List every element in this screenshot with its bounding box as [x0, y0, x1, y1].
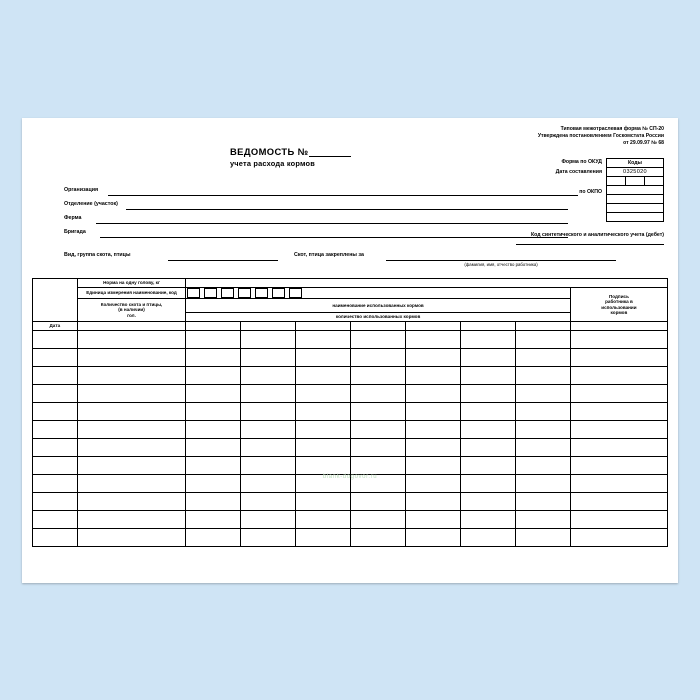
cell[interactable] [241, 493, 296, 511]
cell[interactable] [460, 511, 515, 529]
table-header-norm-spacer [186, 279, 668, 288]
field-department-input[interactable] [126, 209, 568, 210]
cell[interactable] [515, 457, 570, 475]
table-row[interactable] [33, 349, 668, 367]
cell[interactable] [241, 457, 296, 475]
cell[interactable] [406, 349, 461, 367]
cell[interactable] [241, 385, 296, 403]
cell[interactable] [77, 493, 186, 511]
table-row[interactable] [33, 367, 668, 385]
table-header-sub-2 [186, 322, 241, 331]
cell[interactable] [570, 529, 667, 547]
cell[interactable] [296, 421, 351, 439]
unit-code-boxes[interactable] [186, 288, 570, 298]
cell[interactable] [296, 529, 351, 547]
cell[interactable] [296, 493, 351, 511]
cell[interactable] [296, 439, 351, 457]
cell[interactable] [33, 349, 78, 367]
code-okud-value: 0325020 [607, 168, 663, 177]
table-header-livestock-count [77, 299, 186, 322]
cell[interactable] [77, 457, 186, 475]
table-header-unit: Единица измерения наименование, код [77, 288, 186, 299]
cell[interactable] [241, 403, 296, 421]
cell[interactable] [33, 403, 78, 421]
field-department [64, 198, 624, 212]
cell[interactable] [33, 529, 78, 547]
cell[interactable] [351, 385, 406, 403]
field-livestock-type-input[interactable] [168, 260, 278, 261]
cell[interactable] [570, 511, 667, 529]
cell[interactable] [460, 349, 515, 367]
debet-input[interactable] [516, 244, 664, 245]
field-farm [64, 212, 624, 226]
cell[interactable] [406, 457, 461, 475]
field-assigned-to-input[interactable] [386, 260, 616, 261]
table-header-sub-1 [77, 322, 186, 331]
cell[interactable] [241, 331, 296, 349]
table-row[interactable] [33, 385, 668, 403]
cell[interactable] [351, 331, 406, 349]
cell[interactable] [296, 403, 351, 421]
cell[interactable] [186, 349, 241, 367]
cell[interactable] [351, 439, 406, 457]
cell[interactable] [406, 331, 461, 349]
cell[interactable] [406, 511, 461, 529]
cell[interactable] [77, 385, 186, 403]
field-brigade-input[interactable] [100, 237, 568, 238]
cell[interactable] [351, 457, 406, 475]
title-main-text: ВЕДОМОСТЬ № [230, 146, 309, 157]
table-row[interactable] [33, 511, 668, 529]
cell[interactable] [406, 385, 461, 403]
cell[interactable] [570, 367, 667, 385]
form-reference [538, 126, 664, 148]
cell[interactable] [515, 475, 570, 493]
cell[interactable] [515, 385, 570, 403]
cell[interactable] [515, 349, 570, 367]
cell[interactable] [33, 475, 78, 493]
table-header-sub-5 [351, 322, 406, 331]
title-subtitle: учета расхода кормов [230, 159, 315, 168]
feed-usage-table [32, 278, 668, 547]
label-date-composed: Дата составления [555, 169, 602, 175]
cell[interactable] [351, 421, 406, 439]
cell[interactable] [77, 421, 186, 439]
cell[interactable] [33, 367, 78, 385]
cell[interactable] [296, 331, 351, 349]
cell[interactable] [33, 457, 78, 475]
cell[interactable] [570, 421, 667, 439]
cell[interactable] [186, 385, 241, 403]
cell[interactable] [241, 529, 296, 547]
cell[interactable] [241, 439, 296, 457]
cell[interactable] [460, 385, 515, 403]
cell[interactable] [33, 439, 78, 457]
cell[interactable] [515, 331, 570, 349]
cell[interactable] [406, 439, 461, 457]
cell[interactable] [241, 475, 296, 493]
table-row[interactable] [33, 493, 668, 511]
table-row[interactable] [33, 421, 668, 439]
table-header-sub-8 [515, 322, 570, 331]
table-header-signature-l3: использовании [601, 304, 637, 310]
cell[interactable] [406, 475, 461, 493]
cell[interactable] [515, 439, 570, 457]
title-number-blank [309, 148, 351, 157]
table-row[interactable] [33, 439, 668, 457]
document-body [22, 118, 678, 583]
table-header-row-unit [33, 288, 668, 299]
cell[interactable] [186, 475, 241, 493]
cell[interactable] [33, 385, 78, 403]
cell[interactable] [77, 475, 186, 493]
cell[interactable] [33, 511, 78, 529]
table-header-livestock-l3: гол. [127, 312, 136, 318]
field-livestock-type-label: Вид, группа скота, птицы [64, 252, 131, 258]
table-row[interactable] [33, 529, 668, 547]
cell[interactable] [570, 457, 667, 475]
cell[interactable] [77, 439, 186, 457]
cell[interactable] [296, 511, 351, 529]
table-header-date: Дата [33, 322, 78, 331]
table-header-signature-l4: кормов [610, 309, 628, 315]
cell[interactable] [515, 421, 570, 439]
table-header-row-norm [33, 279, 668, 288]
table-header-sub-3 [241, 322, 296, 331]
table-header-feed-qty: количество использованных кормов [186, 313, 571, 322]
cell[interactable] [77, 331, 186, 349]
cell[interactable] [460, 403, 515, 421]
table-header-sub-4 [296, 322, 351, 331]
table-header-sub-7 [460, 322, 515, 331]
field-organization [64, 184, 624, 198]
label-okud: Форма по ОКУД [561, 159, 602, 165]
table-row[interactable] [33, 457, 668, 475]
cell[interactable] [241, 421, 296, 439]
cell[interactable] [570, 475, 667, 493]
field-organization-label: Организация [64, 187, 99, 193]
cell[interactable] [460, 457, 515, 475]
cell[interactable] [460, 421, 515, 439]
table-header-signature [570, 288, 667, 322]
table-header-sub-6 [406, 322, 461, 331]
field-farm-input[interactable] [96, 223, 568, 224]
cell[interactable] [351, 493, 406, 511]
table-header-norm: Норма на одну голову, кг [77, 279, 186, 288]
cell[interactable] [33, 493, 78, 511]
cell[interactable] [570, 403, 667, 421]
cell[interactable] [296, 457, 351, 475]
cell[interactable] [515, 493, 570, 511]
table-header-row-date [33, 322, 668, 331]
cell[interactable] [241, 511, 296, 529]
cell[interactable] [351, 403, 406, 421]
cell[interactable] [33, 421, 78, 439]
cell[interactable] [186, 403, 241, 421]
field-assigned-to-label: Скот, птица закреплены за [294, 252, 364, 258]
page-title [230, 146, 351, 168]
cell[interactable] [351, 349, 406, 367]
codes-header: Коды [607, 159, 663, 168]
form-reference-line-2: Утверждена постановлением Госкомстата России [537, 133, 664, 140]
cell[interactable] [406, 529, 461, 547]
cell[interactable] [460, 367, 515, 385]
table-header-livestock-l2: (в наличии) [118, 307, 145, 313]
cell[interactable] [186, 439, 241, 457]
cell[interactable] [186, 529, 241, 547]
cell[interactable] [33, 331, 78, 349]
cell[interactable] [77, 403, 186, 421]
document-sheet [22, 118, 678, 583]
title-main [230, 146, 351, 157]
field-department-label: Отделение (участок) [64, 201, 118, 207]
table-row[interactable] [33, 403, 668, 421]
cell[interactable] [406, 367, 461, 385]
cell[interactable] [460, 493, 515, 511]
debet-note: Код синтетического и аналитического учета (дебет) [531, 232, 664, 238]
cell[interactable] [406, 403, 461, 421]
cell[interactable] [77, 367, 186, 385]
table-header-signature-l2: работника в [605, 299, 633, 305]
cell[interactable] [186, 457, 241, 475]
cell[interactable] [77, 349, 186, 367]
watermark: blank-dogovor.ru [322, 474, 378, 480]
field-organization-input[interactable] [108, 195, 568, 196]
cell[interactable] [570, 493, 667, 511]
cell[interactable] [570, 349, 667, 367]
field-brigade-label: Бригада [64, 229, 86, 235]
cell[interactable] [460, 475, 515, 493]
table-header-unit-codes [186, 288, 571, 299]
cell[interactable] [186, 511, 241, 529]
cell[interactable] [460, 331, 515, 349]
cell[interactable] [241, 367, 296, 385]
cell[interactable] [351, 511, 406, 529]
cell[interactable] [515, 403, 570, 421]
table-header-feed-names: наименование использованных кормов [186, 299, 571, 313]
cell[interactable] [406, 421, 461, 439]
cell[interactable] [570, 439, 667, 457]
cell[interactable] [186, 493, 241, 511]
cell[interactable] [296, 349, 351, 367]
cell[interactable] [77, 511, 186, 529]
cell[interactable] [570, 331, 667, 349]
cell[interactable] [406, 493, 461, 511]
cell[interactable] [186, 367, 241, 385]
form-reference-line-3: от 29.09.97 № 68 [623, 140, 664, 147]
cell[interactable] [296, 367, 351, 385]
cell[interactable] [241, 349, 296, 367]
cell[interactable] [186, 331, 241, 349]
form-reference-line-1: Типовая межотраслевая форма № СП-20 [560, 126, 664, 132]
cell[interactable] [186, 421, 241, 439]
cell[interactable] [351, 367, 406, 385]
table-header-signature-l1: Подпись [608, 293, 629, 299]
field-assigned-to-caption: (фамилия, имя, отчество работника) [464, 262, 538, 267]
cell[interactable] [460, 439, 515, 457]
table-row[interactable] [33, 331, 668, 349]
cell[interactable] [296, 385, 351, 403]
cell[interactable] [570, 385, 667, 403]
table-header-livestock-l1: Количество скота и птицы, [100, 302, 163, 308]
cell[interactable] [515, 529, 570, 547]
table-header-empty-date [33, 279, 78, 322]
label-okpo: по ОКПО [579, 189, 602, 195]
livestock-row [64, 250, 664, 270]
table-header-sub-9 [570, 322, 667, 331]
cell[interactable] [77, 529, 186, 547]
cell[interactable] [515, 511, 570, 529]
cell[interactable] [515, 367, 570, 385]
cell[interactable] [460, 529, 515, 547]
cell[interactable] [351, 529, 406, 547]
field-farm-label: Ферма [64, 215, 82, 221]
